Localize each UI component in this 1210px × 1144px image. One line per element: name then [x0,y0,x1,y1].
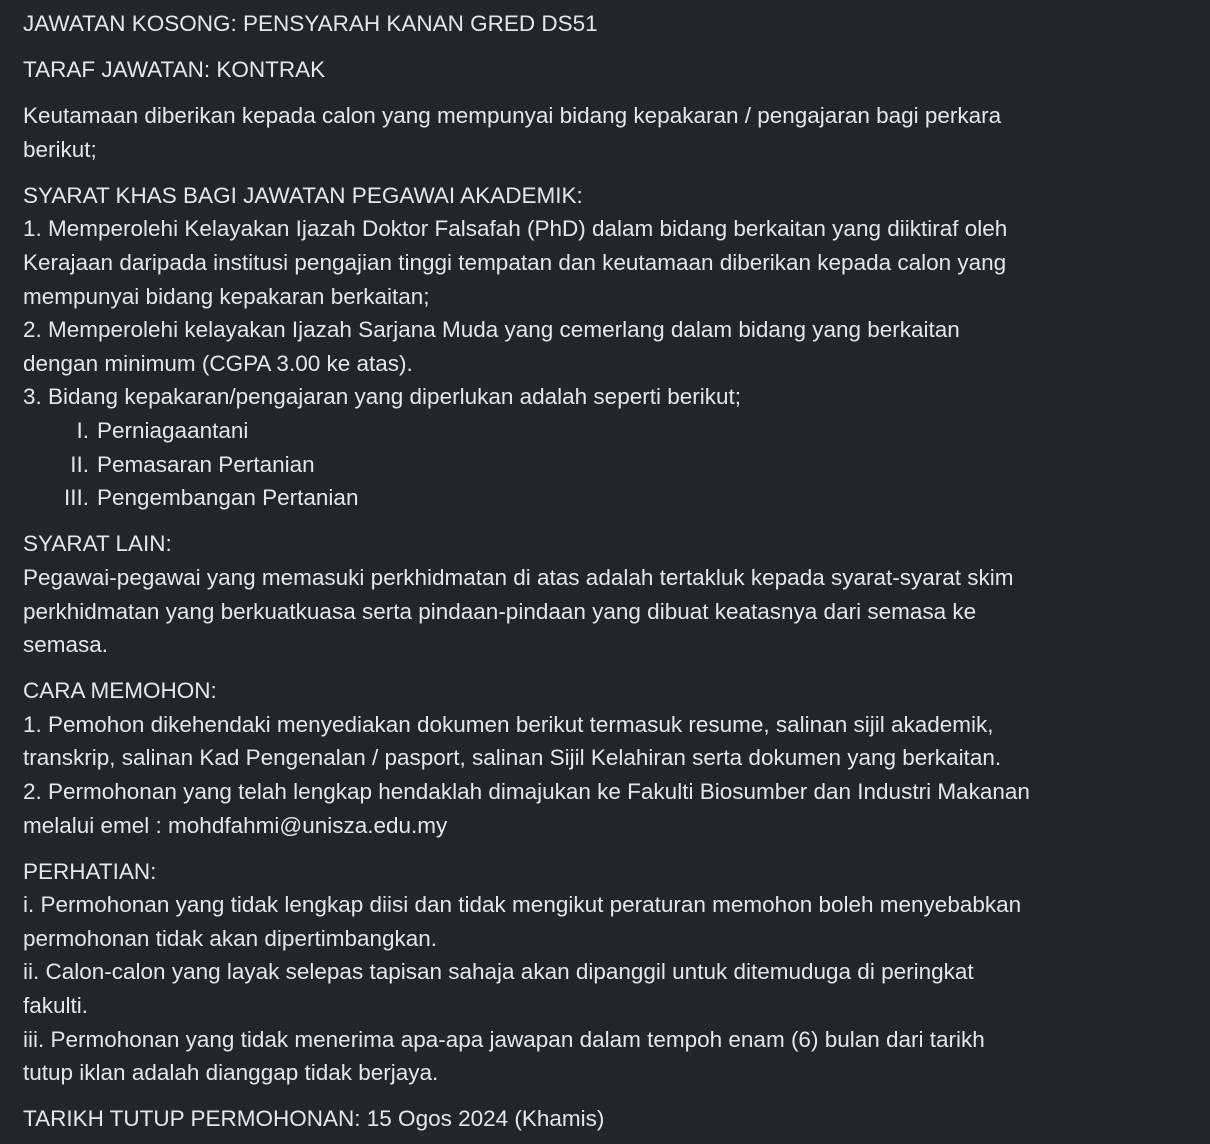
text-line: SYARAT LAIN: [23,531,172,557]
text-line: iii. Permohonan yang tidak menerima apa-apa jawapan dalam tempoh enam (6) bulan dari tarikh [23,1026,985,1052]
how-to-apply [23,674,1210,842]
text-line: perkhidmatan yang berkuatkuasa serta pindaan-pindaan yang dibuat keatasnya dari semasa ke [23,598,977,624]
list-item-text: Perniagaantani [97,418,249,444]
special-requirements [23,179,1210,515]
list-item-number: III. [63,485,89,511]
text-line: CARA MEMOHON: [23,678,217,704]
job-status [23,53,1210,87]
text-line: 1. Memperolehi Kelayakan Ijazah Doktor Falsafah (PhD) dalam bidang berkaitan yang diiktiraf oleh [23,216,1008,242]
text-line: TARIKH TUTUP PERMOHONAN: 15 Ogos 2024 (Khamis) [23,1106,605,1132]
text-line: SYARAT KHAS BAGI JAWATAN PEGAWAI AKADEMIK: [23,182,583,208]
list-item-text: Pemasaran Pertanian [97,451,315,477]
job-title [23,7,1210,41]
list-item-text: Pengembangan Pertanian [97,485,359,511]
closing-date [23,1102,1210,1136]
text-line: Kerajaan daripada institusi pengajian tinggi tempatan dan keutamaan diberikan kepada calon yang [23,250,1007,276]
text-line: JAWATAN KOSONG: PENSYARAH KANAN GRED DS51 [23,11,598,36]
text-line: tutup iklan adalah dianggap tidak berjaya. [23,1060,439,1086]
text-line: semasa. [23,632,109,658]
text-line: 2. Permohonan yang telah lengkap hendaklah dimajukan ke Fakulti Biosumber dan Industri Makanan [23,778,1030,804]
priority-note [23,99,1210,166]
text-line: TARAF JAWATAN: KONTRAK [23,57,326,83]
text-line: Keutamaan diberikan kepada calon yang mempunyai bidang kepakaran / pengajaran bagi perkara [23,103,1002,129]
text-line: permohonan tidak akan dipertimbangkan. [23,925,438,951]
text-line: melalui emel : mohdfahmi@unisza.edu.my [23,812,448,838]
text-line: 2. Memperolehi kelayakan Ijazah Sarjana Muda yang cemerlang dalam bidang yang berkaitan [23,317,960,343]
text-line: i. Permohonan yang tidak lengkap diisi dan tidak mengikut peraturan memohon boleh menyebabkan [23,892,1022,918]
text-line: Pegawai-pegawai yang memasuki perkhidmatan di atas adalah tertakluk kepada syarat-syarat skim [23,564,1014,590]
other-requirements [23,527,1210,661]
text-line: fakulti. [23,993,89,1019]
list-item [23,414,1210,448]
text-line: mempunyai bidang kepakaran berkaitan; [23,283,430,309]
text-line: 1. Pemohon dikehendaki menyediakan dokumen berikut termasuk resume, salinan sijil akademik, [23,711,994,737]
list-item-number: I. [76,418,89,444]
list-item-number: II. [70,451,89,477]
text-line: dengan minimum (CGPA 3.00 ke atas). [23,350,413,376]
text-line: PERHATIAN: [23,858,157,884]
list-item [23,448,1210,482]
text-line: ii. Calon-calon yang layak selepas tapisan sahaja akan dipanggil untuk ditemuduga di peringkat [23,959,974,985]
text-line: 3. Bidang kepakaran/pengajaran yang diperlukan adalah seperti berikut; [23,384,742,410]
text-line: transkrip, salinan Kad Pengenalan / pasport, salinan Sijil Kelahiran serta dokumen yang berkaitan. [23,745,1002,771]
attention [23,855,1210,1090]
list-item [23,481,1210,515]
text-line: berikut; [23,136,97,162]
